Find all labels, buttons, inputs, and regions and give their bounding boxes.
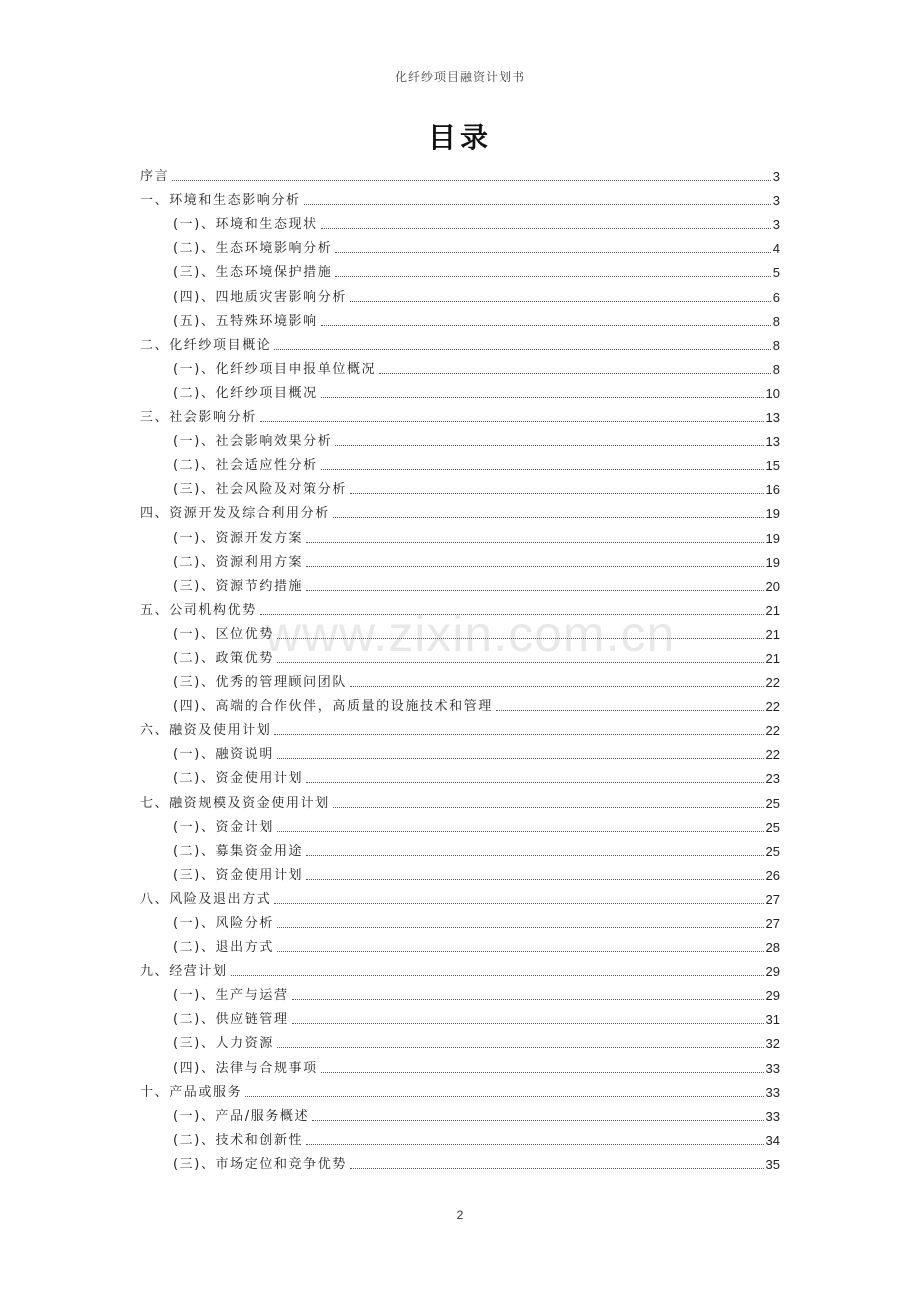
toc-entry-label: (一)、生产与运营 <box>173 988 289 1004</box>
toc-entry-page: 23 <box>765 771 780 787</box>
toc-leader-dots <box>277 757 764 759</box>
toc-entry[interactable] <box>140 209 780 233</box>
toc-entry[interactable] <box>140 739 780 763</box>
toc-entry-page: 19 <box>765 530 780 546</box>
toc-entry[interactable] <box>140 787 780 811</box>
toc-entry-page: 3 <box>772 217 780 233</box>
toc-entry-page: 22 <box>765 699 780 715</box>
toc-entry-label: (三)、资金使用计划 <box>173 867 304 883</box>
toc-entry[interactable] <box>140 1077 780 1101</box>
toc-entry[interactable] <box>140 426 780 450</box>
toc-entry[interactable] <box>140 1149 780 1173</box>
toc-entry-page: 33 <box>765 1060 780 1076</box>
toc-entry[interactable] <box>140 161 780 185</box>
toc-entry[interactable] <box>140 257 780 281</box>
page-title: 目录 <box>427 121 492 154</box>
toc-entry-label: (二)、技术和创新性 <box>173 1132 304 1148</box>
toc-entry-page: 13 <box>765 410 780 426</box>
watermark-text: www.zixin.com.cn <box>264 606 676 662</box>
toc-entry[interactable] <box>140 1101 780 1125</box>
toc-entry-label: 一、环境和生态影响分析 <box>140 193 301 209</box>
toc-entry-label: 四、资源开发及综合利用分析 <box>140 506 330 522</box>
toc-entry-page: 3 <box>772 169 780 185</box>
toc-entry[interactable] <box>140 1004 780 1028</box>
toc-leader-dots <box>306 565 763 567</box>
toc-entry-label: 八、风险及退出方式 <box>140 891 272 907</box>
toc-entry[interactable] <box>140 378 780 402</box>
toc-leader-dots <box>333 516 764 518</box>
toc-entry-page: 27 <box>765 891 780 907</box>
toc-entry-page: 10 <box>765 385 780 401</box>
toc-entry-label: (二)、化纤纱项目概况 <box>173 385 318 401</box>
toc-entry-page: 25 <box>765 819 780 835</box>
toc-leader-dots <box>306 589 763 591</box>
toc-leader-dots <box>379 372 771 374</box>
toc-entry[interactable] <box>140 860 780 884</box>
toc-entry-page: 4 <box>772 241 780 257</box>
toc-leader-dots <box>306 1143 763 1145</box>
toc-leader-dots <box>306 781 763 783</box>
toc-entry-page: 26 <box>765 867 780 883</box>
toc-entry-page: 22 <box>765 747 780 763</box>
toc-entry-label: (一)、产品/服务概述 <box>173 1108 310 1124</box>
toc-leader-dots <box>350 300 771 302</box>
toc-entry-label: (三)、资源节约措施 <box>173 578 304 594</box>
toc-entry[interactable] <box>140 1028 780 1052</box>
toc-leader-dots <box>292 1022 764 1024</box>
toc-entry-page: 28 <box>765 940 780 956</box>
toc-entry-label: (三)、社会风险及对策分析 <box>173 482 347 498</box>
page-number: 2 <box>456 1208 464 1222</box>
toc-entry-page: 8 <box>772 337 780 353</box>
toc-entry-page: 21 <box>765 626 780 642</box>
toc-entry[interactable] <box>140 715 780 739</box>
toc-leader-dots <box>277 637 764 639</box>
toc-entry[interactable] <box>140 330 780 354</box>
toc-entry-label: 十、产品或服务 <box>140 1084 243 1100</box>
toc-entry[interactable] <box>140 908 780 932</box>
toc-entry-page: 21 <box>765 602 780 618</box>
toc-entry[interactable] <box>140 836 780 860</box>
toc-entry-page: 21 <box>765 650 780 666</box>
toc-entry[interactable] <box>140 233 780 257</box>
toc-entry-page: 16 <box>765 482 780 498</box>
toc-leader-dots <box>277 830 764 832</box>
toc-leader-dots <box>335 444 763 446</box>
toc-entry[interactable] <box>140 932 780 956</box>
toc-entry-label: (一)、资金计划 <box>173 819 274 835</box>
toc-entry-page: 33 <box>765 1084 780 1100</box>
toc-leader-dots <box>321 227 771 229</box>
toc-entry-label: 七、融资规模及资金使用计划 <box>140 795 330 811</box>
toc-entry[interactable] <box>140 619 780 643</box>
toc-entry-label: 三、社会影响分析 <box>140 410 257 426</box>
toc-entry-label: (二)、供应链管理 <box>173 1012 289 1028</box>
toc-leader-dots <box>496 709 764 711</box>
running-header: 化纤纱项目融资计划书 <box>394 70 525 84</box>
toc-entry-page: 13 <box>765 434 780 450</box>
toc-leader-dots <box>306 878 763 880</box>
toc-leader-dots <box>335 251 770 253</box>
toc-entry-page: 27 <box>765 916 780 931</box>
toc-entry-label: (一)、风险分析 <box>173 916 274 931</box>
toc-entry-page: 22 <box>765 723 780 739</box>
toc-leader-dots <box>260 613 764 615</box>
toc-entry-page: 8 <box>772 313 780 329</box>
toc-leader-dots <box>245 1095 763 1097</box>
toc-entry-label: 二、化纤纱项目概论 <box>140 337 272 353</box>
toc-leader-dots <box>321 396 764 398</box>
toc-leader-dots <box>350 1167 764 1169</box>
toc-entry-page: 19 <box>765 506 780 522</box>
toc-entry-label: (二)、募集资金用途 <box>173 843 304 859</box>
toc-leader-dots <box>274 733 763 735</box>
toc-leader-dots <box>304 203 771 205</box>
toc-leader-dots <box>292 998 764 1000</box>
toc-entry-page: 6 <box>772 289 780 305</box>
toc-leader-dots <box>274 348 770 350</box>
toc-entry-label: (三)、生态环境保护措施 <box>173 265 333 281</box>
toc-entry-label: (一)、融资说明 <box>173 747 274 763</box>
toc-leader-dots <box>306 541 763 543</box>
toc-entry[interactable] <box>140 354 780 378</box>
toc-entry[interactable] <box>140 691 780 715</box>
toc-entry-label: (五)、五特殊环境影响 <box>173 313 318 329</box>
toc-entry[interactable] <box>140 595 780 619</box>
toc-leader-dots <box>350 685 764 687</box>
toc-leader-dots <box>277 926 764 928</box>
toc-entry-page: 31 <box>765 1012 780 1028</box>
toc-entry-page: 15 <box>765 458 780 474</box>
toc-entry[interactable] <box>140 402 780 426</box>
toc-leader-dots <box>321 324 771 326</box>
toc-entry-page: 19 <box>765 554 780 570</box>
toc-leader-dots <box>277 661 764 663</box>
toc-entry-label: (一)、区位优势 <box>173 626 274 642</box>
toc-entry[interactable] <box>140 547 780 571</box>
toc-entry[interactable] <box>140 1125 780 1149</box>
toc-entry[interactable] <box>140 980 780 1004</box>
toc-entry[interactable] <box>140 956 780 980</box>
toc-entry-label: (二)、资源利用方案 <box>173 554 304 570</box>
toc-entry-page: 29 <box>765 988 780 1004</box>
toc-entry-page: 5 <box>772 265 780 281</box>
toc-entry[interactable] <box>140 474 780 498</box>
toc-entry-page: 29 <box>765 964 780 980</box>
toc-entry-label: 六、融资及使用计划 <box>140 723 272 739</box>
toc-entry[interactable] <box>140 812 780 836</box>
toc-entry[interactable] <box>140 498 780 522</box>
toc-leader-dots <box>277 1046 764 1048</box>
toc-entry-page: 22 <box>765 675 780 691</box>
toc-leader-dots <box>333 806 764 808</box>
toc-leader-dots <box>306 854 763 856</box>
toc-entry-label: (一)、化纤纱项目申报单位概况 <box>173 361 377 377</box>
toc-entry-label: (四)、四地质灾害影响分析 <box>173 289 347 305</box>
toc-entry-page: 25 <box>765 843 780 859</box>
toc-entry-label: (二)、生态环境影响分析 <box>173 241 333 257</box>
toc-entry[interactable] <box>140 522 780 546</box>
toc-entry-label: (四)、法律与合规事项 <box>173 1060 318 1076</box>
toc-entry-label: 序言 <box>140 169 170 185</box>
table-of-contents <box>140 161 780 1173</box>
toc-leader-dots <box>172 179 771 181</box>
toc-entry[interactable] <box>140 1052 780 1076</box>
toc-entry[interactable] <box>140 643 780 667</box>
toc-entry-label: 五、公司机构优势 <box>140 602 257 618</box>
toc-entry-label: (一)、环境和生态现状 <box>173 217 318 233</box>
toc-entry-label: (三)、人力资源 <box>173 1036 274 1052</box>
toc-entry-page: 20 <box>765 578 780 594</box>
toc-entry[interactable] <box>140 884 780 908</box>
toc-entry-label: (二)、政策优势 <box>173 650 274 666</box>
toc-entry-label: (二)、退出方式 <box>173 940 274 956</box>
toc-leader-dots <box>260 420 764 422</box>
toc-entry-page: 3 <box>772 193 780 209</box>
toc-entry-page: 25 <box>765 795 780 811</box>
toc-leader-dots <box>321 1071 764 1073</box>
toc-entry-page: 8 <box>772 361 780 377</box>
toc-entry[interactable] <box>140 571 780 595</box>
toc-entry[interactable] <box>140 306 780 330</box>
toc-leader-dots <box>274 902 763 904</box>
toc-leader-dots <box>321 468 764 470</box>
toc-entry-label: (三)、市场定位和竞争优势 <box>173 1156 347 1172</box>
toc-entry[interactable] <box>140 763 780 787</box>
toc-entry[interactable] <box>140 281 780 305</box>
toc-leader-dots <box>350 492 764 494</box>
toc-entry-label: (二)、资金使用计划 <box>173 771 304 787</box>
toc-entry[interactable] <box>140 450 780 474</box>
toc-entry-page: 32 <box>765 1036 780 1052</box>
toc-entry[interactable] <box>140 667 780 691</box>
toc-entry-label: (一)、社会影响效果分析 <box>173 434 333 450</box>
toc-entry-page: 33 <box>765 1108 780 1124</box>
toc-entry-label: (四)、高端的合作伙伴，高质量的设施技术和管理 <box>173 699 493 715</box>
toc-entry-label: 九、经营计划 <box>140 964 228 980</box>
toc-entry-label: (一)、资源开发方案 <box>173 530 304 546</box>
toc-leader-dots <box>277 950 764 952</box>
toc-leader-dots <box>335 275 770 277</box>
toc-entry-label: (三)、优秀的管理顾问团队 <box>173 675 347 691</box>
toc-entry-page: 34 <box>765 1132 780 1148</box>
toc-leader-dots <box>231 974 764 976</box>
toc-leader-dots <box>312 1119 763 1121</box>
toc-entry-page: 35 <box>765 1156 780 1172</box>
toc-entry[interactable] <box>140 185 780 209</box>
toc-entry-label: (二)、社会适应性分析 <box>173 458 318 474</box>
